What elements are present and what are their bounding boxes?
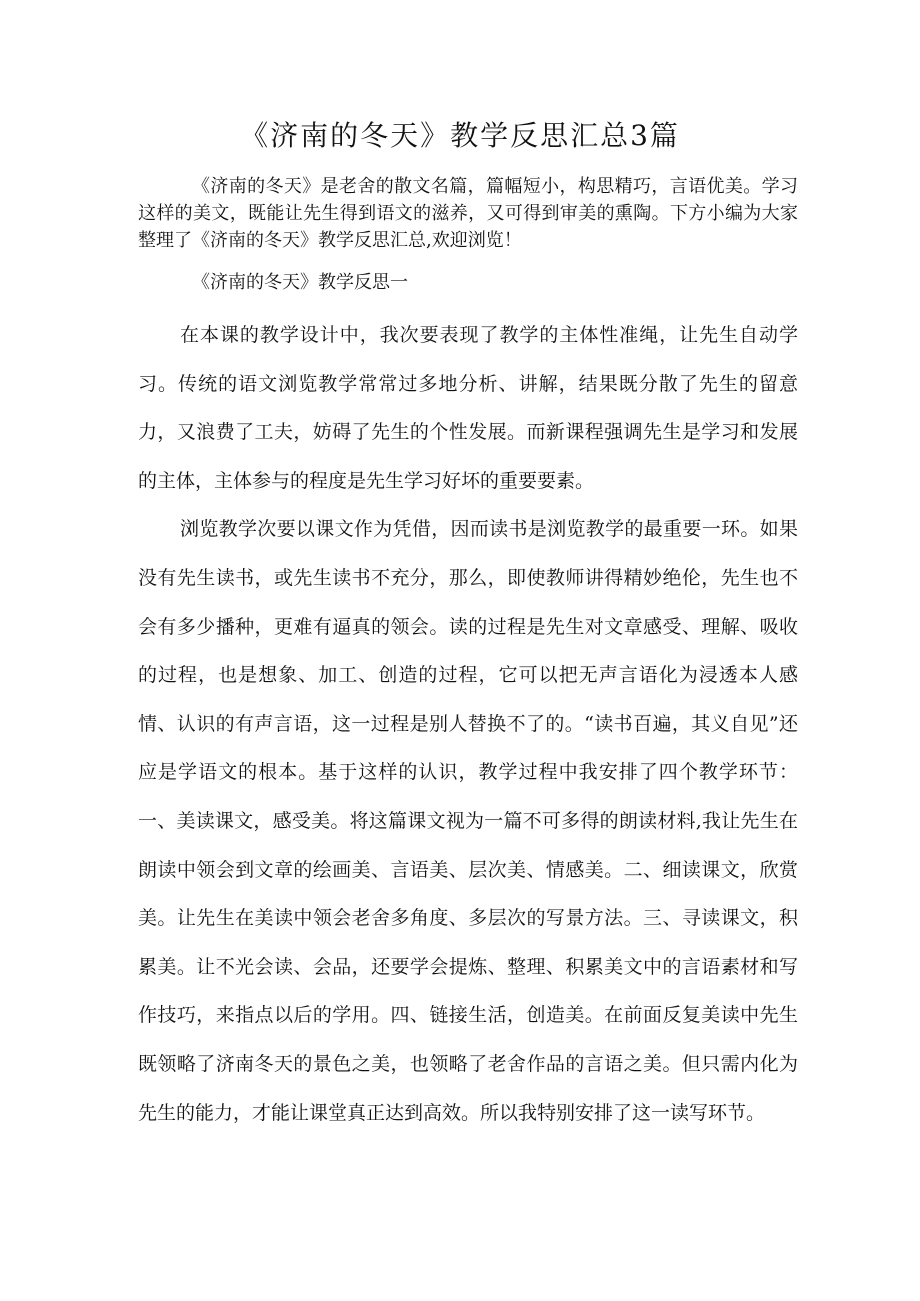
document-title: 《济南的冬天》教学反思汇总3篇 [240,119,680,152]
body-paragraph-2: 浏览教学次要以课文作为凭借，因而读书是浏览教学的最重要一环。如果没有先生读书，或先生读书不充分，那么，即使教师讲得精妙绝伦，先生也不会有多少播种，更难有逼真的领会。读的过程是先生对文章感受、理解、吸收的过程，也是想象、加工、创造的过程，它可以把无声言语化为浸透本人感情、认识的有声言语，这一过程是别人替换不了的。“读书百遍，其义自见”还应是学语文的根本。基于这样的认识，教学过程中我安排了四个教学环节：一、美读课文，感受美。将这篇课文视为一篇不可多得的朗读材料,我让先生在朗读中领会到文章的绘画美、言语美、层次美、情感美。二、细读课文，欣赏美。让先生在美读中领会老舍多角度、多层次的写景方法。三、寻读课文，积累美。让不光会读、会品，还要学会提炼、整理、积累美文中的言语素材和写作技巧，来指点以后的学用。四、链接生活，创造美。在前面反复美读中先生既领略了济南冬天的景色之美，也领略了老舍作品的言语之美。但只需内化为先生的能力，才能让课堂真正达到高效。所以我特别安排了这一读写环节。 [138,518,798,1124]
body-paragraph-1: 在本课的教学设计中，我次要表现了教学的主体性准绳，让先生自动学习。传统的语文浏览教学常常过多地分析、讲解，结果既分散了先生的留意力，又浪费了工夫，妨碍了先生的个性发展。而新课程强调先生是学习和发展的主体，主体参与的程度是先生学习好坏的重要要素。 [138,324,798,492]
section-heading: 《济南的冬天》教学反思一 [192,272,408,293]
body-text [138,311,798,1137]
intro-block [138,173,798,254]
intro-paragraph: 《济南的冬天》是老舍的散文名篇，篇幅短小，构思精巧，言语优美。学习这样的美文，既能让先生得到语文的滋养，又可得到审美的熏陶。下方小编为大家整理了《济南的冬天》教学反思汇总,欢迎浏览！ [138,176,798,251]
